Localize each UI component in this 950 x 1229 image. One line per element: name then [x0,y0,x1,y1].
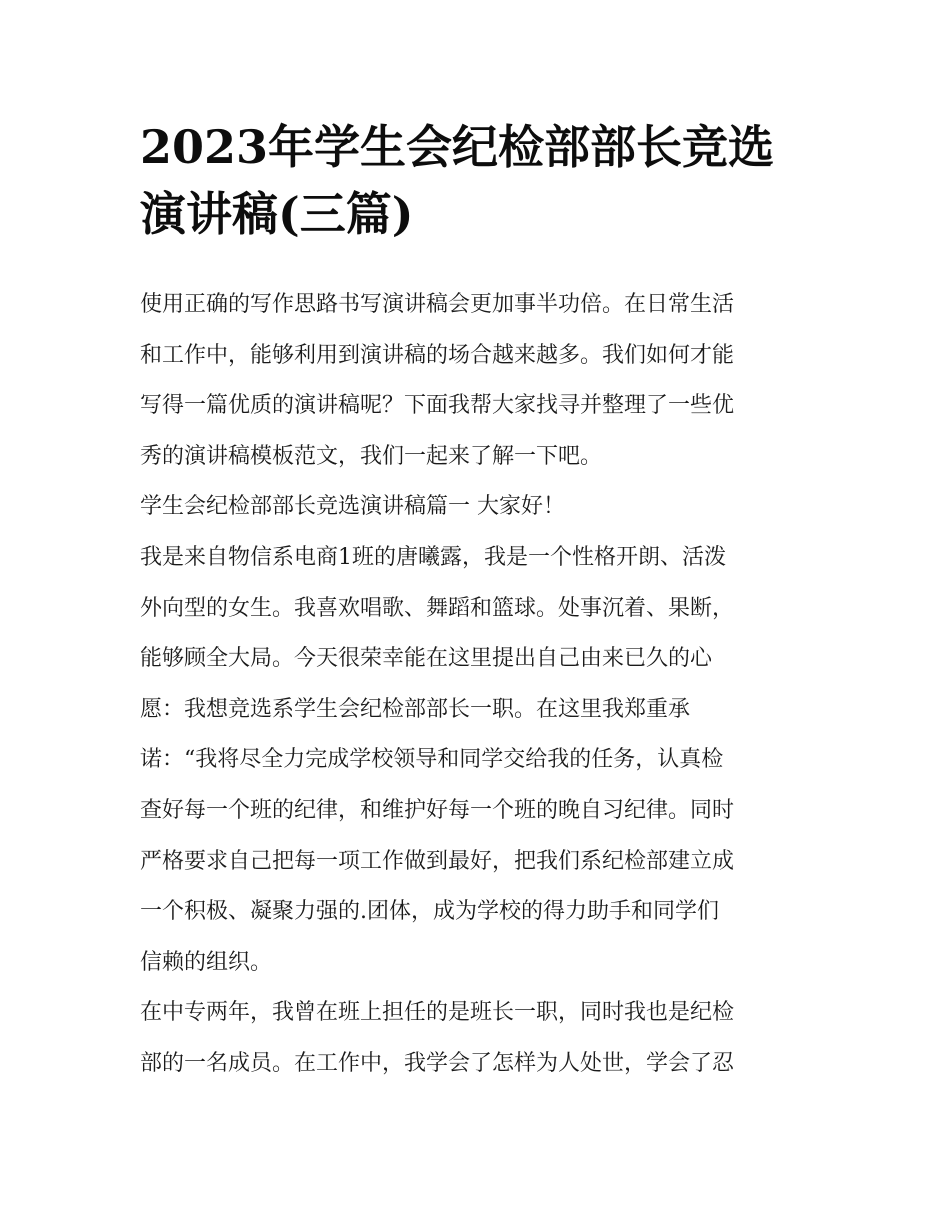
body-line: 和工作中，能够利用到演讲稿的场合越来越多。我们如何才能 [140,342,735,368]
body-line: 外向型的女生。我喜欢唱歌、舞蹈和篮球。处事沉着、果断， [140,595,735,621]
body-line: 我是来自物信系电商1班的唐曦露，我是一个性格开朗、活泼 [140,544,726,570]
body-line: 信赖的组织。 [140,949,273,975]
document-title [140,114,820,248]
body-line: 秀的演讲稿模板范文，我们一起来了解一下吧。 [140,443,603,469]
body-line: 能够顾全大局。今天很荣幸能在这里提出自己由来已久的心 [140,646,713,672]
body-line: 部的一名成员。在工作中，我学会了怎样为人处世，学会了忍 [140,1050,735,1076]
title-line: 2023年学生会纪检部部长竞选 [140,120,775,174]
body-line: 写得一篇优质的演讲稿呢？下面我帮大家找寻并整理了一些优 [140,393,735,419]
body-line: 严格要求自己把每一项工作做到最好，把我们系纪检部建立成 [140,848,735,874]
title-line: 演讲稿(三篇) [140,187,414,241]
body-line: 诺：“我将尽全力完成学校领导和同学交给我的任务，认真检 [140,747,724,773]
body-line: 愿：我想竞选系学生会纪检部部长一职。在这里我郑重承 [140,696,691,722]
body-line: 查好每一个班的纪律，和维护好每一个班的晚自习纪律。同时 [140,797,735,823]
body-line: 在中专两年，我曾在班上担任的是班长一职，同时我也是纪检 [140,1000,735,1026]
body-line: 一个积极、凝聚力强的.团体，成为学校的得力助手和同学们 [140,899,719,925]
section-heading-line: 学生会纪检部部长竞选演讲稿篇一 大家好！ [140,494,565,520]
body-line: 使用正确的写作思路书写演讲稿会更加事半功倍。在日常生活 [140,292,735,317]
document-body [140,280,820,1090]
